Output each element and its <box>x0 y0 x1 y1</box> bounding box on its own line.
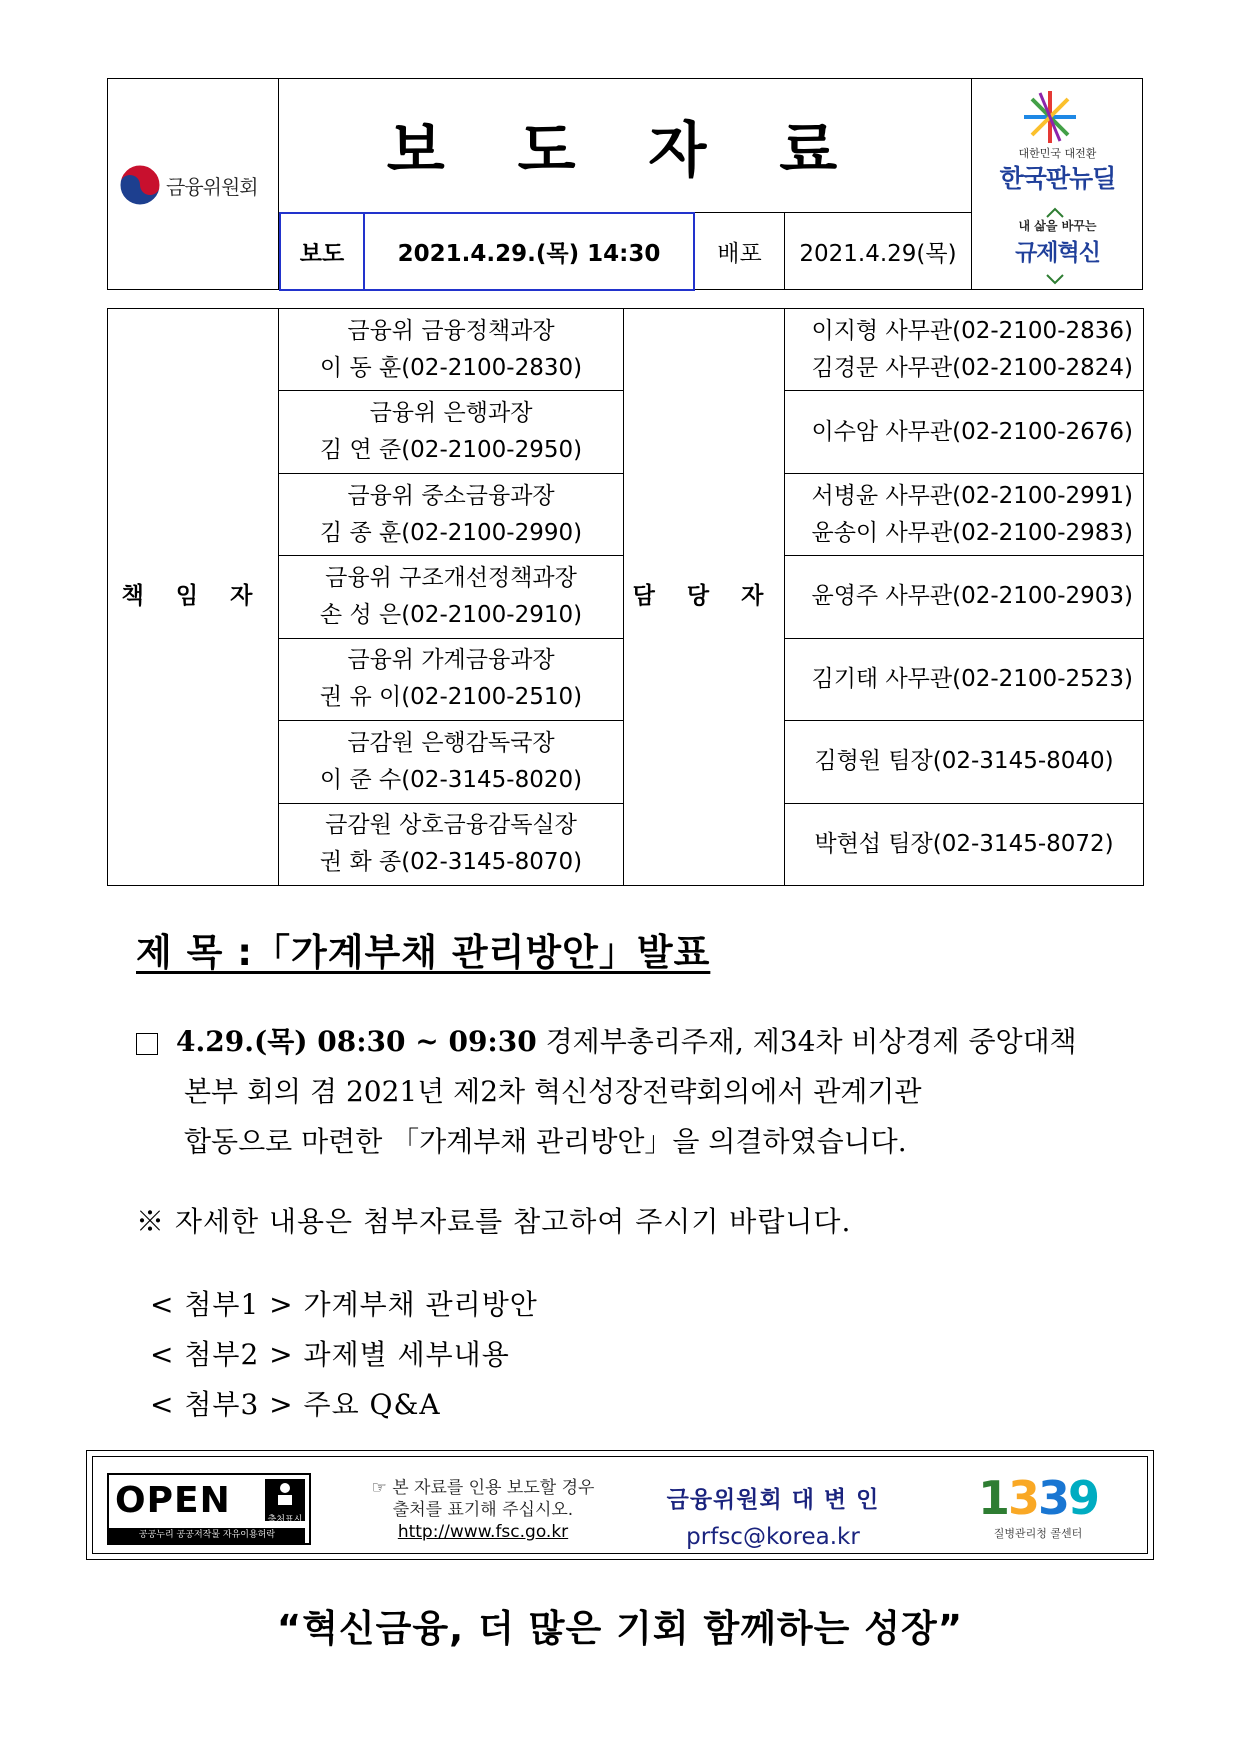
distribution-date: 2021.4.29(목) <box>799 240 957 267</box>
spokesperson-email[interactable]: prfsc@korea.kr <box>686 1524 860 1550</box>
reference-note: ※ 자세한 내용은 첨부자료를 참고하여 주시기 바랍니다. <box>136 1205 852 1238</box>
paragraph-line-2: 본부 회의 겸 2021년 제2차 혁신성장전략회의에서 관계기관 <box>184 1075 922 1108</box>
staff-cell <box>785 556 1144 638</box>
footer-box <box>86 1450 1154 1560</box>
main-paragraph <box>136 1017 1116 1167</box>
subject-heading: 제 목 :「가계부채 관리방안」발표 <box>136 931 711 974</box>
citation-notice <box>323 1477 643 1543</box>
responsible-cell <box>279 721 624 803</box>
korean-new-deal-logo-icon <box>1020 87 1080 147</box>
staff-entry: 박현섭 팀장(02-3145-8072) <box>814 830 1114 857</box>
responsible-cell <box>279 473 624 555</box>
meeting-datetime: 4.29.(목) 08:30 ~ 09:30 <box>176 1025 537 1058</box>
paragraph-line-3: 합동으로 마련한 「가계부채 관리방안」을 의결하였습니다. <box>184 1125 907 1158</box>
contacts-table-row <box>108 309 1144 391</box>
staff-entry: 이지형 사무관(02-2100-2836) <box>811 317 1133 344</box>
taegeuk-icon <box>118 163 162 207</box>
responsible-office: 금감원 상호금융감독실장 <box>325 812 577 839</box>
document-title: 보 도 자 료 <box>386 115 864 186</box>
slogan: “혁신금융, 더 많은 기회 함께하는 성장” <box>276 1607 964 1650</box>
responsible-label: 책 임 자 <box>108 309 279 886</box>
campaign-logos <box>971 79 1142 289</box>
fsc-logo <box>118 163 258 207</box>
responsible-person: 손 성 은(02-2100-2910) <box>319 601 583 628</box>
responsible-office: 금융위 구조개선정책과장 <box>325 564 577 591</box>
release-datetime: 2021.4.29.(목) 14:30 <box>365 212 695 291</box>
kogl-open-license-badge <box>107 1473 311 1545</box>
staff-entry: 윤영주 사무관(02-2100-2903) <box>811 583 1133 610</box>
open-license-caption: 공공누리 공공저작물 자유이용허락 <box>109 1528 305 1543</box>
person-icon <box>265 1479 305 1509</box>
release-info-row <box>279 212 971 289</box>
spokesperson-title: 금융위원회 대 변 인 <box>666 1487 880 1513</box>
responsible-person: 김 종 훈(02-2100-2990) <box>319 519 583 546</box>
citation-line-2: 출처를 표기해 주십시오. <box>392 1500 574 1520</box>
hotline-label: 질병관리청 콜센터 <box>993 1527 1083 1540</box>
attachment-1: < 첨부1 > 가계부채 관리방안 <box>150 1288 538 1321</box>
fsc-logo-cell <box>108 79 279 289</box>
regulatory-innovation-logo <box>972 205 1143 267</box>
fsc-website-link[interactable]: http://www.fsc.go.kr <box>397 1522 569 1542</box>
staff-label: 담 당 자 <box>624 309 785 886</box>
attribution-icon <box>265 1479 305 1525</box>
responsible-office: 금융위 은행과장 <box>369 400 533 427</box>
responsible-cell <box>279 391 624 473</box>
regulatory-innovation-subtitle: 내 삶을 바꾸는 <box>1018 219 1097 233</box>
staff-cell <box>785 309 1144 391</box>
attachment-3: < 첨부3 > 주요 Q&A <box>150 1388 441 1421</box>
responsible-cell <box>279 803 624 885</box>
responsible-office: 금융위 가계금융과장 <box>347 647 555 674</box>
paragraph-line-1: 경제부총리주재, 제34차 비상경제 중앙대책 <box>536 1025 1077 1058</box>
responsible-cell <box>279 309 624 391</box>
hotline-digit-4: 9 <box>1068 1471 1099 1525</box>
attachment-2: < 첨부2 > 과제별 세부내용 <box>150 1338 510 1371</box>
hotline-1339-logo <box>963 1471 1113 1541</box>
spokesperson-info <box>653 1481 893 1550</box>
responsible-person: 이 준 수(02-3145-8020) <box>319 766 583 793</box>
staff-entry: 김기태 사무관(02-2100-2523) <box>811 665 1133 692</box>
staff-cell <box>785 721 1144 803</box>
staff-cell <box>785 391 1144 473</box>
open-badge-attribution: 출처표시 <box>267 1515 303 1525</box>
staff-entry: 윤송이 사무관(02-2100-2983) <box>811 519 1133 546</box>
citation-line-1: ☞ 본 자료를 인용 보도할 경우 <box>371 1478 595 1498</box>
hotline-number <box>963 1471 1113 1525</box>
staff-cell <box>785 473 1144 555</box>
responsible-office: 금융위 금융정책과장 <box>347 317 555 344</box>
responsible-person: 권 화 종(02-3145-8070) <box>319 849 583 876</box>
korean-new-deal-title: 한국판뉴딜 <box>999 164 1116 193</box>
hotline-digit-2: 3 <box>1007 1471 1038 1525</box>
staff-entry: 김형원 팀장(02-3145-8040) <box>814 748 1114 775</box>
press-release-header <box>107 78 1143 290</box>
staff-entry: 김경문 사무관(02-2100-2824) <box>811 354 1133 381</box>
staff-entry: 이수암 사무관(02-2100-2676) <box>811 418 1133 445</box>
responsible-cell <box>279 638 624 720</box>
staff-entry: 서병윤 사무관(02-2100-2991) <box>811 482 1133 509</box>
responsible-cell <box>279 556 624 638</box>
hotline-digit-1: 1 <box>977 1471 1008 1525</box>
responsible-person: 김 연 준(02-2100-2950) <box>319 437 583 464</box>
staff-cell <box>785 803 1144 885</box>
responsible-person: 이 동 훈(02-2100-2830) <box>319 354 583 381</box>
footer-inner <box>92 1456 1148 1554</box>
regulatory-innovation-title: 규제혁신 <box>1015 240 1100 266</box>
release-label: 보도 <box>279 212 365 291</box>
contacts-table <box>107 308 1144 886</box>
checkbox-bullet-icon <box>136 1033 158 1055</box>
korean-new-deal-subtitle: 대한민국 대전환 <box>1018 147 1097 160</box>
responsible-office: 금감원 은행감독국장 <box>347 729 555 756</box>
distribution-label: 배포 <box>695 213 785 289</box>
chevron-down-icon <box>1045 273 1065 285</box>
staff-cell <box>785 638 1144 720</box>
responsible-person: 권 유 이(02-2100-2510) <box>319 684 583 711</box>
org-name: 금융위원회 <box>166 174 258 199</box>
open-word: OPEN <box>115 1479 231 1521</box>
responsible-office: 금융위 중소금융과장 <box>347 482 555 509</box>
hotline-digit-3: 3 <box>1038 1471 1069 1525</box>
